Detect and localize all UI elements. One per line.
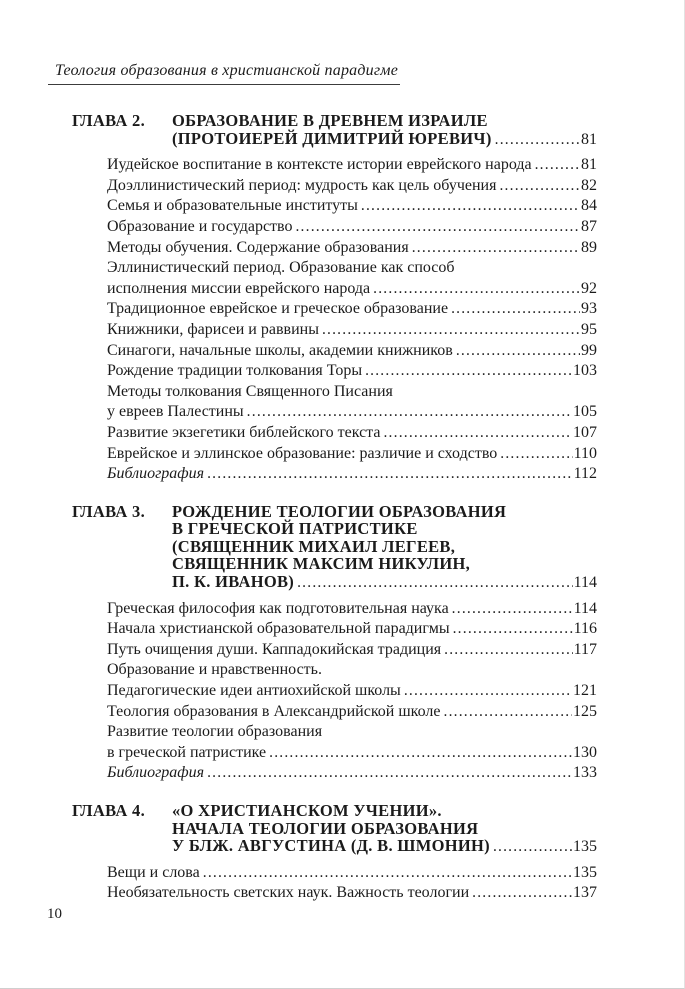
chapter-title xyxy=(172,802,597,856)
toc-entry xyxy=(107,619,597,640)
toc-entry-text: у евреев Палестины xyxy=(107,403,244,421)
toc-entry-text: Еврейское и эллинское образование: различие и сходство xyxy=(107,444,498,462)
toc-entry-page-number: 130 xyxy=(573,743,597,761)
toc-entry xyxy=(107,382,597,423)
toc-entry xyxy=(107,196,597,217)
chapter-title-line xyxy=(172,555,597,573)
toc-entry xyxy=(107,599,597,620)
toc-entry-line xyxy=(107,599,597,620)
toc-entry-page-number: 82 xyxy=(581,176,597,194)
toc-entry-text: Библиография xyxy=(107,465,205,483)
dot-leader xyxy=(493,837,572,856)
chapter-title-text: «О ХРИСТИАНСКОМ УЧЕНИИ». xyxy=(172,801,442,820)
chapter-title-text: В ГРЕЧЕСКОЙ ПАТРИСТИКЕ xyxy=(172,519,418,539)
chapter-title-page-number: 81 xyxy=(581,130,597,148)
chapter-label: ГЛАВА 2. xyxy=(72,111,146,130)
toc-entry-page-number: 137 xyxy=(573,884,597,902)
chapter-entries xyxy=(107,863,597,904)
page-number: 10 xyxy=(47,906,62,922)
toc-entry xyxy=(107,299,597,320)
dot-leader xyxy=(412,238,580,259)
toc-entry xyxy=(107,640,597,661)
toc-entry-line xyxy=(107,702,597,723)
toc-entry-page-number: 99 xyxy=(581,341,597,359)
toc-entry-line xyxy=(107,883,597,904)
toc-entry-text: Необязательность светских наук. Важность теологии xyxy=(107,884,470,902)
toc-entry xyxy=(107,361,597,382)
toc-entry xyxy=(107,464,597,485)
toc-entry-line xyxy=(107,423,597,444)
toc-entry-page-number: 107 xyxy=(573,423,597,441)
dot-leader xyxy=(472,883,572,904)
chapter-title xyxy=(172,503,597,592)
dot-leader xyxy=(499,176,580,197)
toc-entry xyxy=(107,176,597,197)
dot-leader xyxy=(203,863,572,884)
chapter-label: ГЛАВА 4. xyxy=(72,801,146,820)
chapter-title-text: (СВЯЩЕННИК МИХАИЛ ЛЕГЕЕВ, xyxy=(172,536,456,556)
toc-entry-line xyxy=(107,863,597,884)
chapter-title-page-number: 135 xyxy=(573,838,597,856)
toc-entry-page-number: 112 xyxy=(573,465,597,483)
table-of-contents xyxy=(72,112,597,904)
chapter-title-line xyxy=(172,112,597,130)
toc-entry xyxy=(107,258,597,299)
chapter-label: ГЛАВА 3. xyxy=(72,501,146,521)
toc-entry-text: Эллинистический период. Образование как способ xyxy=(107,259,455,277)
chapter-title-text: ОБРАЗОВАНИЕ В ДРЕВНЕМ ИЗРАИЛЕ xyxy=(172,111,488,130)
toc-entry-page-number: 135 xyxy=(573,863,597,881)
toc-entry-page-number: 95 xyxy=(581,320,597,338)
toc-entry-line xyxy=(107,320,597,341)
toc-entry-line xyxy=(107,660,597,681)
chapter-title-line xyxy=(172,820,597,838)
toc-entry-text: Теология образования в Александрийской школе xyxy=(107,702,441,720)
dot-leader xyxy=(453,619,573,640)
toc-entry-page-number: 87 xyxy=(581,217,597,235)
toc-entry-text: Методы толкования Священного Писания xyxy=(107,382,393,400)
toc-entry-line xyxy=(107,258,597,279)
toc-chapter xyxy=(72,503,597,784)
toc-entry-page-number: 81 xyxy=(581,156,597,174)
toc-entry-text: Образование и нравственность. xyxy=(107,661,322,679)
toc-entry-page-number: 103 xyxy=(573,362,597,380)
toc-entry-text: Вещи и слова xyxy=(107,863,200,881)
toc-entry-text: Синагоги, начальные школы, академии книжников xyxy=(107,341,453,359)
toc-entry-text: Библиография xyxy=(107,764,205,782)
toc-entry xyxy=(107,155,597,176)
toc-entry-text: Начала христианской образовательной парадигмы xyxy=(107,620,450,638)
toc-entry-page-number: 89 xyxy=(581,238,597,256)
toc-entry-line xyxy=(107,640,597,661)
dot-leader xyxy=(361,196,580,217)
toc-entry-page-number: 110 xyxy=(573,444,597,462)
chapter-entries xyxy=(107,599,597,784)
chapter-title-text: РОЖДЕНИЕ ТЕОЛОГИИ ОБРАЗОВАНИЯ xyxy=(172,501,507,521)
toc-entry-page-number: 93 xyxy=(581,300,597,318)
dot-leader xyxy=(444,702,573,723)
chapter-heading xyxy=(72,112,597,148)
chapter-title-line xyxy=(172,520,597,538)
toc-entry-text: Греческая философия как подготовительная наука xyxy=(107,599,449,617)
toc-entry xyxy=(107,238,597,259)
toc-entry-text: исполнения миссии еврейского народа xyxy=(107,279,371,297)
toc-entry-page-number: 125 xyxy=(573,702,597,720)
toc-entry-text: Семья и образовательные институты xyxy=(107,197,358,215)
chapter-title xyxy=(172,112,597,148)
toc-entry-line xyxy=(107,619,597,640)
dot-leader xyxy=(452,599,573,620)
toc-entry-text: в греческой патристике xyxy=(107,743,267,761)
toc-entry-line xyxy=(107,382,597,403)
toc-entry-line xyxy=(107,299,597,320)
chapter-title-text: (ПРОТОИЕРЕЙ ДИМИТРИЙ ЮРЕВИЧ) xyxy=(172,128,492,148)
running-header-text: Теология образования в христианской парадигме xyxy=(48,62,400,85)
toc-entry-line xyxy=(107,217,597,238)
toc-entry-text: Методы обучения. Содержание образования xyxy=(107,238,409,256)
toc-entry xyxy=(107,320,597,341)
toc-entry-line xyxy=(107,763,597,784)
toc-entry-line xyxy=(107,402,597,423)
dot-leader xyxy=(373,279,580,300)
toc-entry-line xyxy=(107,238,597,259)
toc-entry-line xyxy=(107,279,597,300)
dot-leader xyxy=(269,743,572,764)
chapter-title-line xyxy=(172,503,597,521)
dot-leader xyxy=(444,640,572,661)
toc-chapter xyxy=(72,802,597,904)
toc-entry xyxy=(107,217,597,238)
toc-entry-text: Развитие теологии образования xyxy=(107,723,323,741)
dot-leader xyxy=(383,423,572,444)
chapter-title-text: НАЧАЛА ТЕОЛОГИИ ОБРАЗОВАНИЯ xyxy=(172,818,479,838)
dot-leader xyxy=(451,299,580,320)
toc-entry-line xyxy=(107,464,597,485)
toc-entry xyxy=(107,341,597,362)
toc-entry-line xyxy=(107,341,597,362)
dot-leader xyxy=(207,464,572,485)
toc-entry-page-number: 121 xyxy=(573,682,597,700)
chapter-title-text: У БЛЖ. АВГУСТИНА (Д. В. ШМОНИН) xyxy=(172,836,490,856)
dot-leader xyxy=(247,402,572,423)
toc-chapter xyxy=(72,112,597,485)
toc-entry-text: Путь очищения души. Каппадокийская традиция xyxy=(107,640,442,658)
toc-entry-page-number: 116 xyxy=(573,620,597,638)
toc-entry-text: Доэллинистический период: мудрость как цель обучения xyxy=(107,176,497,194)
toc-entry-text: Педагогические идеи антиохийской школы xyxy=(107,682,401,700)
dot-leader xyxy=(500,444,572,465)
toc-entry-line xyxy=(107,196,597,217)
chapter-entries xyxy=(107,155,597,485)
toc-entry-text: Книжники, фарисеи и раввины xyxy=(107,320,319,338)
dot-leader xyxy=(404,681,572,702)
toc-entry-page-number: 105 xyxy=(573,403,597,421)
chapter-title-line xyxy=(172,837,597,856)
toc-entry xyxy=(107,444,597,465)
chapter-heading xyxy=(72,503,597,592)
toc-entry-text: Традиционное еврейское и греческое образование xyxy=(107,300,449,318)
chapter-title-text: СВЯЩЕННИК МАКСИМ НИКУЛИН, xyxy=(172,554,471,574)
running-header xyxy=(48,62,400,85)
chapter-title-text: П. К. ИВАНОВ) xyxy=(172,572,295,592)
toc-entry-text: Развитие экзегетики библейского текста xyxy=(107,423,381,441)
chapter-title-page-number: 114 xyxy=(573,574,597,592)
dot-leader xyxy=(322,320,580,341)
toc-entry xyxy=(107,660,597,701)
toc-entry-line xyxy=(107,681,597,702)
dot-leader xyxy=(495,130,580,149)
chapter-title-line xyxy=(172,573,597,592)
dot-leader xyxy=(365,361,572,382)
toc-entry-text: Рождение традиции толкования Торы xyxy=(107,362,363,380)
toc-entry-line xyxy=(107,155,597,176)
toc-entry-page-number: 133 xyxy=(573,764,597,782)
chapter-title-line xyxy=(172,802,597,820)
toc-entry-line xyxy=(107,176,597,197)
toc-entry-line xyxy=(107,361,597,382)
chapter-title-line xyxy=(172,538,597,556)
chapter-heading xyxy=(72,802,597,856)
toc-entry xyxy=(107,863,597,884)
toc-entry-line xyxy=(107,444,597,465)
toc-entry xyxy=(107,883,597,904)
toc-entry xyxy=(107,722,597,763)
toc-entry-text: Иудейское воспитание в контексте истории еврейского народа xyxy=(107,156,532,174)
toc-entry xyxy=(107,423,597,444)
toc-entry-page-number: 92 xyxy=(581,279,597,297)
dot-leader xyxy=(295,217,580,238)
toc-entry-page-number: 84 xyxy=(581,197,597,215)
dot-leader xyxy=(207,763,572,784)
toc-entry-text: Образование и государство xyxy=(107,217,293,235)
chapter-title-line xyxy=(172,130,597,149)
dot-leader xyxy=(456,341,580,362)
toc-entry xyxy=(107,763,597,784)
toc-entry-page-number: 114 xyxy=(573,599,597,617)
dot-leader xyxy=(297,573,573,592)
toc-entry-page-number: 117 xyxy=(573,640,597,658)
toc-entry-line xyxy=(107,743,597,764)
dot-leader xyxy=(535,155,580,176)
toc-entry xyxy=(107,702,597,723)
toc-entry-line xyxy=(107,722,597,743)
